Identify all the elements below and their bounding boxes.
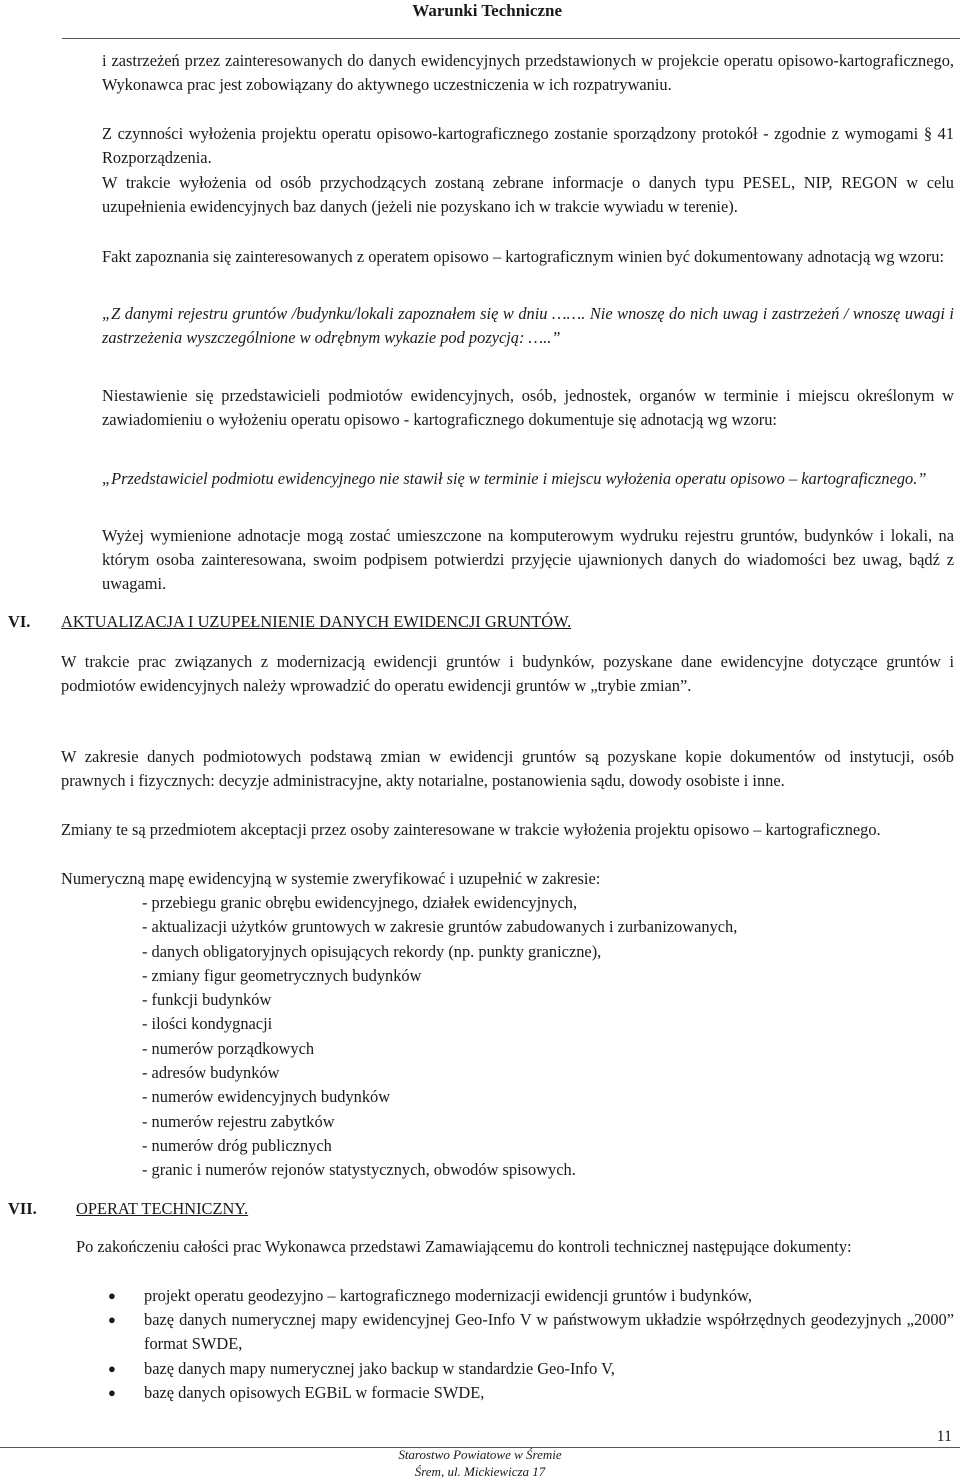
list-item: ● bazę danych numerycznej mapy ewidencyjnej Geo-Info V w państwowym układzie współrzędnych geodezyjnych „2000” format SWDE,	[108, 1308, 954, 1356]
paragraph-documents: Po zakończeniu całości prac Wykonawca przedstawi Zamawiającemu do kontroli technicznej następujące dokumenty:	[76, 1237, 852, 1256]
section-number: VII.	[8, 1199, 37, 1218]
footer-address: Śrem, ul. Mickiewicza 17	[414, 1464, 546, 1479]
documents-list	[108, 1284, 954, 1405]
page-number: 11	[936, 1428, 952, 1445]
list-item: - adresów budynków	[142, 1063, 280, 1083]
paragraph-annotation-intro: Fakt zapoznania się zainteresowanych z operatem opisowo – kartograficznym winien być dokumentowany adnotacją wg wzoru:	[102, 247, 945, 266]
paragraph-subject-data: W zakresie danych podmiotowych podstawą zmian w ewidencji gruntów są pozyskane kopie dokumentów od instytucji, osób prawnych i fizycznych: decyzje administracyjne, akty notarialne, postanowienia sądu, dowody osobiste i inne.	[61, 747, 954, 791]
paragraph-map-scope: Numeryczną mapę ewidencyjną w systemie zweryfikować i uzupełnić w zakresie:	[61, 869, 601, 888]
paragraph-update-mode: W trakcie prac związanych z modernizacją ewidencji gruntów i budynków, pozyskane dane ewidencyjne dotyczące gruntów i podmiotów ewidencyjnych należy wprowadzić do operatu ewidencji gruntów w „trybie zmian”.	[61, 652, 954, 696]
paragraph-pesel-data: W trakcie wyłożenia od osób przychodzących zostaną zebrane informacje o danych typu PESEL, NIP, REGON w celu uzupełnienia ewidencyjnych baz danych (jeżeli nie pozyskano ich w trakcie wywiadu w terenie).	[102, 173, 954, 217]
section-title: AKTUALIZACJA I UZUPEŁNIENIE DANYCH EWIDENCJI GRUNTÓW.	[61, 612, 572, 631]
list-item: ● bazę danych mapy numerycznej jako backup w standardzie Geo-Info V,	[108, 1357, 954, 1381]
annotation-template-familiarized: „Z danymi rejestru gruntów /budynku/lokali zapoznałem się w dniu ……. Nie wnoszę do nich uwag i zastrzeżeń / wnoszę uwagi i zastrzeżenia wyszczególnione w odrębnym wykazie pod pozycją: …..”	[102, 304, 954, 348]
header-title: Warunki Techniczne	[412, 1, 562, 20]
footer-office: Starostwo Powiatowe w Śremie	[398, 1447, 562, 1462]
list-item: - numerów porządkowych	[142, 1038, 315, 1058]
list-item: - funkcji budynków	[142, 990, 272, 1010]
paragraph-acceptance: Zmiany te są przedmiotem akceptacji przez osoby zainteresowane w trakcie wyłożenia projektu opisowo – kartograficznego.	[61, 820, 881, 839]
list-item: - zmiany figur geometrycznych budynków	[142, 965, 422, 985]
paragraph-protocol: Z czynności wyłożenia projektu operatu opisowo-kartograficznego zostanie sporządzony protokół - zgodnie z wymogami § 41 Rozporządzenia.	[102, 124, 954, 168]
list-item: - danych obligatoryjnych opisujących rekordy (np. punkty graniczne),	[142, 941, 602, 961]
list-item: - przebiegu granic obrębu ewidencyjnego, działek ewidencyjnych,	[142, 893, 578, 912]
list-item: - ilości kondygnacji	[142, 1014, 273, 1034]
list-item: - granic i numerów rejonów statystycznych, obwodów spisowych.	[142, 1160, 576, 1180]
paragraph-absence: Niestawienie się przedstawicieli podmiotów ewidencyjnych, osób, jednostek, organów w terminie i miejscu określonym w zawiadomieniu o wyłożeniu operatu opisowo - kartograficznego dokumentuje się adnotacją wg wzoru:	[102, 386, 954, 430]
section-number: VI.	[8, 612, 31, 631]
header-rule	[62, 38, 960, 39]
list-item: - numerów rejestru zabytków	[142, 1111, 335, 1131]
list-item: - numerów dróg publicznych	[142, 1135, 332, 1155]
list-item: - aktualizacji użytków gruntowych w zakresie gruntów zabudowanych i zurbanizowanych,	[142, 917, 738, 937]
annotation-template-absent: „Przedstawiciel podmiotu ewidencyjnego nie stawił się w terminie i miejscu wyłożenia operatu opisowo – kartograficznego.”	[102, 469, 927, 488]
paragraph-printout: Wyżej wymienione adnotacje mogą zostać umieszczone na komputerowym wydruku rejestru gruntów, budynków i lokali, na którym osoba zainteresowana, swoim podpisem potwierdzi przyjęcie ujawnionych danych do wiadomości bez uwag, bądź z uwagami.	[102, 526, 954, 594]
list-item: - numerów ewidencyjnych budynków	[142, 1087, 391, 1107]
paragraph-objections: i zastrzeżeń przez zainteresowanych do danych ewidencyjnych przedstawionych w projekcie operatu opisowo-kartograficznego, Wykonawca prac jest zobowiązany do aktywnego uczestniczenia w ich rozpatrywaniu.	[102, 51, 954, 95]
scope-list	[142, 891, 737, 1183]
page-header	[0, 0, 960, 40]
list-item: ● bazę danych opisowych EGBiL w formacie SWDE,	[108, 1381, 954, 1405]
list-item: ● projekt operatu geodezyjno – kartograficznego modernizacji ewidencji gruntów i budynków,	[108, 1284, 954, 1308]
section-title: OPERAT TECHNICZNY.	[76, 1199, 249, 1218]
